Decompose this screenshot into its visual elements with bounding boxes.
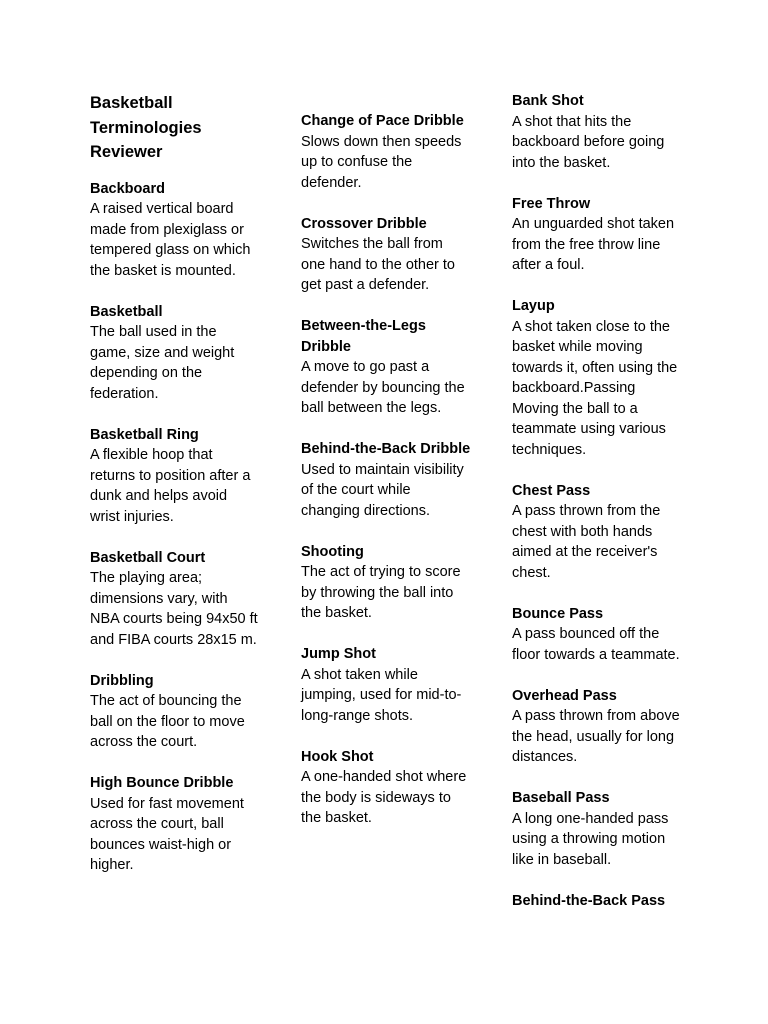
term-definition: An unguarded shot taken from the free throw line after a foul.	[512, 216, 675, 273]
term-definition: A one-handed shot where the body is sideways to the basket.	[301, 769, 467, 826]
glossary-entry	[301, 111, 471, 193]
glossary-entry	[512, 891, 680, 912]
term-heading: Backboard	[90, 180, 165, 197]
term-heading: Between-the-Legs Dribble	[301, 318, 426, 355]
term-heading: Layup	[512, 298, 555, 314]
term-heading: Dribbling	[90, 672, 154, 689]
term-definition: The playing area; dimensions vary, with NBA courts being 94x50 ft and FIBA courts 28x15 m.	[90, 570, 258, 648]
term-heading: Basketball	[90, 303, 163, 320]
glossary-entry	[90, 671, 260, 753]
glossary-entry	[512, 91, 680, 173]
term-heading: Basketball Court	[90, 549, 206, 566]
term-heading: Behind-the-Back Pass	[512, 892, 666, 909]
glossary-entry	[90, 548, 260, 651]
term-definition: A flexible hoop that returns to position after a dunk and helps avoid wrist injuries.	[90, 447, 251, 525]
term-heading: Basketball Ring	[90, 426, 199, 443]
column-3	[512, 91, 682, 932]
term-heading: High Bounce Dribble	[90, 775, 234, 791]
glossary-entry	[512, 604, 680, 666]
term-heading: Bounce Pass	[512, 605, 604, 622]
glossary-entry	[512, 296, 680, 460]
glossary-entry	[301, 439, 471, 521]
document-title: Basketball Terminologies Reviewer	[90, 94, 202, 161]
glossary-entry	[512, 686, 680, 768]
term-definition: The act of trying to score by throwing the ball into the basket.	[301, 564, 461, 621]
term-heading: Free Throw	[512, 195, 591, 212]
term-heading: Jump Shot	[301, 646, 376, 662]
term-definition: Switches the ball from one hand to the other to get past a defender.	[301, 236, 455, 293]
glossary-entry	[90, 302, 260, 405]
term-definition: Used to maintain visibility of the court while changing directions.	[301, 461, 464, 519]
term-definition: The act of bouncing the ball on the floor to move across the court.	[90, 693, 245, 750]
term-heading: Bank Shot	[512, 93, 584, 109]
glossary-entry	[301, 644, 471, 726]
glossary-entry	[512, 788, 680, 870]
term-definition: A shot taken while jumping, used for mid-to-long-range shots.	[301, 666, 462, 724]
term-definition: Used for fast movement across the court, ball bounces waist-high or higher.	[90, 795, 244, 873]
column-1	[90, 91, 260, 896]
term-heading: Overhead Pass	[512, 687, 617, 704]
glossary-entry	[512, 481, 680, 584]
term-heading: Shooting	[301, 543, 364, 560]
term-definition: A pass thrown from above the head, usually for long distances.	[512, 708, 680, 765]
glossary-entry	[90, 425, 260, 528]
term-heading: Baseball Pass	[512, 790, 610, 806]
term-definition: A shot that hits the backboard before going into the basket.	[512, 113, 665, 171]
glossary-entry	[301, 316, 471, 419]
glossary-entry	[301, 747, 471, 829]
term-definition: A long one-handed pass using a throwing motion like in baseball.	[512, 810, 669, 868]
term-definition: Slows down then speeds up to confuse the defender.	[301, 133, 462, 191]
glossary-entry	[512, 194, 680, 276]
term-heading: Behind-the-Back Dribble	[301, 441, 471, 457]
term-definition: The ball used in the game, size and weight depending on the federation.	[90, 324, 235, 402]
term-definition: A move to go past a defender by bouncing the ball between the legs.	[301, 359, 465, 416]
column-2	[301, 111, 471, 849]
term-definition: A raised vertical board made from plexiglass or tempered glass on which the basket is mounted.	[90, 201, 251, 279]
term-heading: Crossover Dribble	[301, 215, 427, 232]
term-heading: Hook Shot	[301, 748, 374, 765]
glossary-entry	[301, 542, 471, 624]
glossary-entry	[90, 773, 260, 876]
glossary-entry	[90, 179, 260, 282]
term-definition: A pass bounced off the floor towards a teammate.	[512, 626, 680, 663]
term-definition: A pass thrown from the chest with both hands aimed at the receiver's chest.	[512, 503, 661, 581]
term-definition: A shot taken close to the basket while moving towards it, often using the backboard.Passing Moving the ball to a teammate using various techniques.	[512, 318, 678, 458]
term-heading: Change of Pace Dribble	[301, 113, 464, 129]
term-heading: Chest Pass	[512, 482, 591, 499]
glossary-entry	[301, 214, 471, 296]
